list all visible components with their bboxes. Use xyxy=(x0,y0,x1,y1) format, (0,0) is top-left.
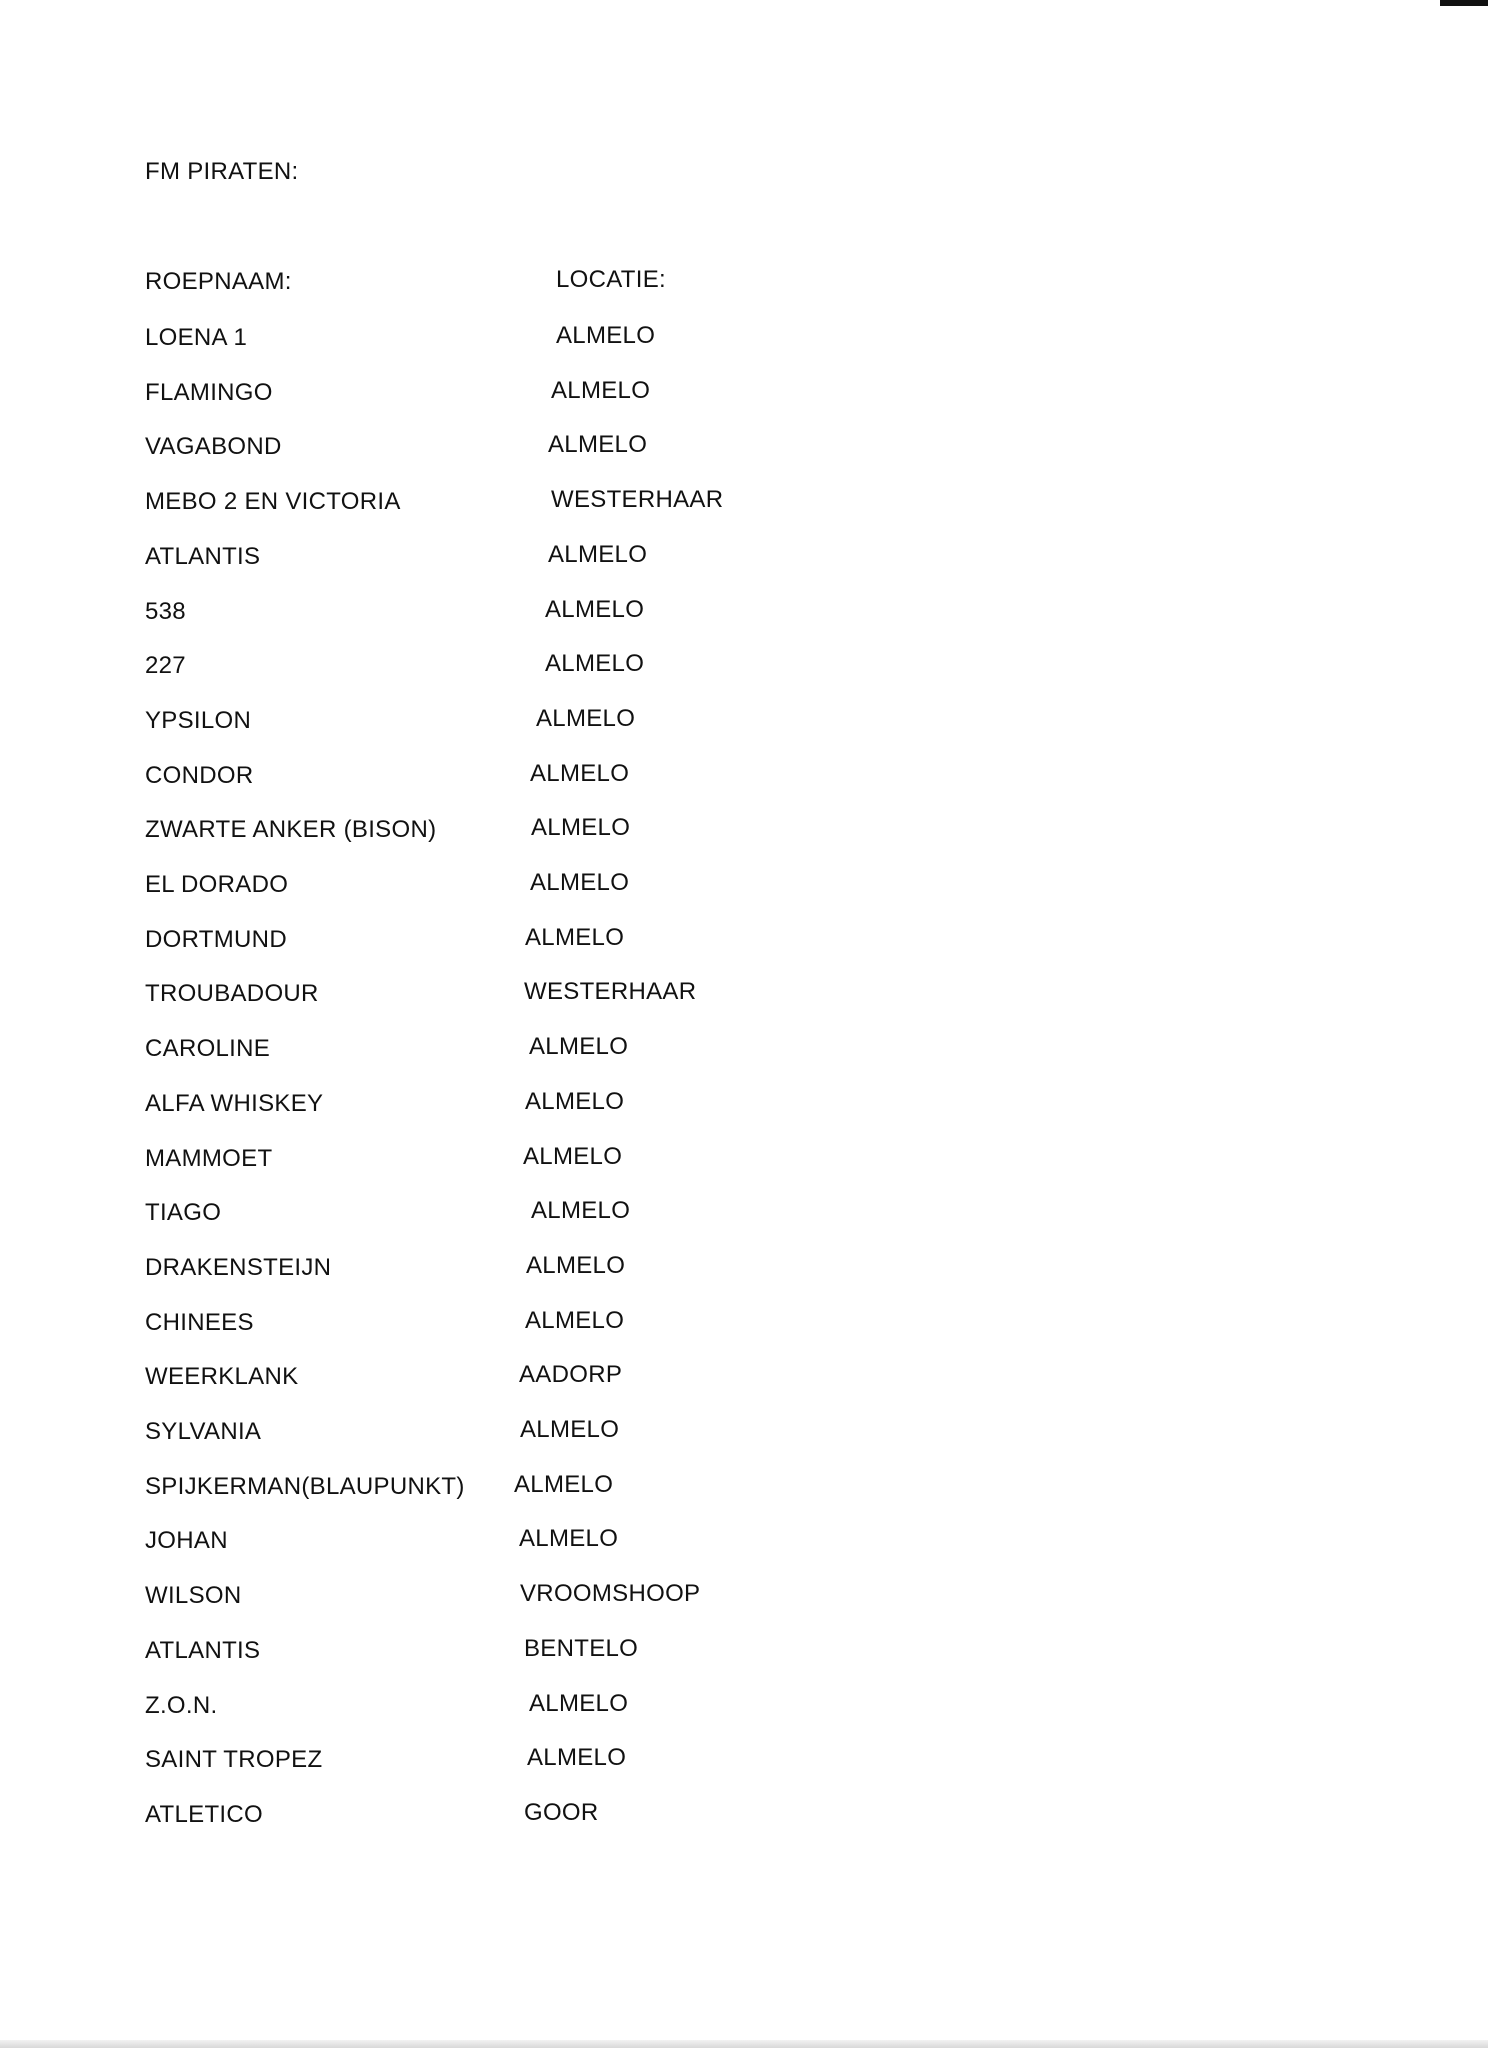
list-item xyxy=(0,322,1488,362)
column-header-location: LOCATIE: xyxy=(556,266,666,293)
station-name: MAMMOET xyxy=(145,1144,273,1172)
list-item xyxy=(0,1252,1488,1292)
station-location: ALMELO xyxy=(548,431,648,459)
station-location: ALMELO xyxy=(545,650,645,678)
list-item xyxy=(0,760,1488,800)
station-name: JOHAN xyxy=(145,1527,228,1555)
list-item xyxy=(0,924,1488,964)
station-location: VROOMSHOOP xyxy=(520,1580,701,1608)
station-location: ALMELO xyxy=(551,376,651,404)
station-location: ALMELO xyxy=(525,1306,625,1334)
station-location: GOOR xyxy=(524,1798,599,1826)
list-item xyxy=(0,1197,1488,1237)
station-location: WESTERHAAR xyxy=(551,486,724,514)
station-name: WEERKLANK xyxy=(145,1363,299,1391)
station-name: SYLVANIA xyxy=(145,1418,262,1445)
station-location: ALMELO xyxy=(525,923,625,951)
list-item xyxy=(0,541,1488,581)
station-location: ALMELO xyxy=(526,1251,626,1279)
list-item xyxy=(0,1525,1488,1565)
list-item xyxy=(0,431,1488,471)
station-name: LOENA 1 xyxy=(145,324,248,351)
station-location: ALMELO xyxy=(519,1525,619,1553)
list-item xyxy=(0,1799,1488,1839)
station-location: ALMELO xyxy=(527,1744,627,1772)
station-location: BENTELO xyxy=(524,1634,639,1662)
station-name: TROUBADOUR xyxy=(145,980,319,1008)
station-name: MEBO 2 EN VICTORIA xyxy=(145,488,401,516)
list-item xyxy=(0,1635,1488,1675)
station-location: ALMELO xyxy=(514,1470,614,1498)
station-name: CHINEES xyxy=(145,1308,254,1336)
list-item xyxy=(0,1471,1488,1511)
station-name: ZWARTE ANKER (BISON) xyxy=(145,816,437,844)
list-item xyxy=(0,377,1488,417)
station-name: FLAMINGO xyxy=(145,378,273,406)
list-item xyxy=(0,1088,1488,1128)
station-location: AADORP xyxy=(519,1361,623,1389)
list-item xyxy=(0,1690,1488,1730)
document-title: FM PIRATEN: xyxy=(145,158,299,185)
station-location: ALMELO xyxy=(531,814,631,842)
station-name: 538 xyxy=(145,597,186,625)
station-location: ALMELO xyxy=(529,1689,629,1717)
list-item xyxy=(0,596,1488,636)
station-location: ALMELO xyxy=(536,704,636,732)
station-location: ALMELO xyxy=(529,1033,629,1061)
list-item xyxy=(0,705,1488,745)
list-item xyxy=(0,1143,1488,1183)
list-item xyxy=(0,869,1488,909)
station-name: EL DORADO xyxy=(145,871,289,898)
list-item xyxy=(0,1416,1488,1456)
station-name: ATLANTIS xyxy=(145,542,261,570)
station-location: ALMELO xyxy=(545,595,645,623)
station-location: ALMELO xyxy=(556,322,656,349)
station-name: TIAGO xyxy=(145,1199,222,1227)
station-location: ALMELO xyxy=(548,540,648,568)
column-header-name: ROEPNAAM: xyxy=(145,268,292,295)
list-item xyxy=(0,1033,1488,1073)
station-location: ALMELO xyxy=(530,869,630,896)
station-location: ALMELO xyxy=(530,759,630,787)
station-name: 227 xyxy=(145,652,186,680)
station-name: YPSILON xyxy=(145,706,252,734)
station-name: VAGABOND xyxy=(145,433,282,461)
station-name: DRAKENSTEIJN xyxy=(145,1253,332,1281)
station-location: WESTERHAAR xyxy=(524,978,697,1006)
list-item xyxy=(0,1580,1488,1620)
station-name: CONDOR xyxy=(145,761,254,789)
list-item xyxy=(0,814,1488,854)
station-name: DORTMUND xyxy=(145,925,287,953)
station-name: ALFA WHISKEY xyxy=(145,1089,324,1117)
station-location: ALMELO xyxy=(523,1142,623,1170)
station-location: ALMELO xyxy=(520,1416,620,1443)
list-item xyxy=(0,978,1488,1018)
list-item xyxy=(0,650,1488,690)
list-item xyxy=(0,486,1488,526)
list-item xyxy=(0,1307,1488,1347)
station-name: ATLANTIS xyxy=(145,1636,261,1664)
station-name: Z.O.N. xyxy=(145,1691,218,1719)
station-name: CAROLINE xyxy=(145,1035,271,1063)
station-name: SAINT TROPEZ xyxy=(145,1746,323,1774)
station-location: ALMELO xyxy=(525,1087,625,1115)
station-location: ALMELO xyxy=(531,1197,631,1225)
station-name: SPIJKERMAN(BLAUPUNKT) xyxy=(145,1472,465,1500)
list-item xyxy=(0,1744,1488,1784)
list-item xyxy=(0,1361,1488,1401)
station-name: WILSON xyxy=(145,1582,242,1610)
station-name: ATLETICO xyxy=(145,1800,263,1828)
